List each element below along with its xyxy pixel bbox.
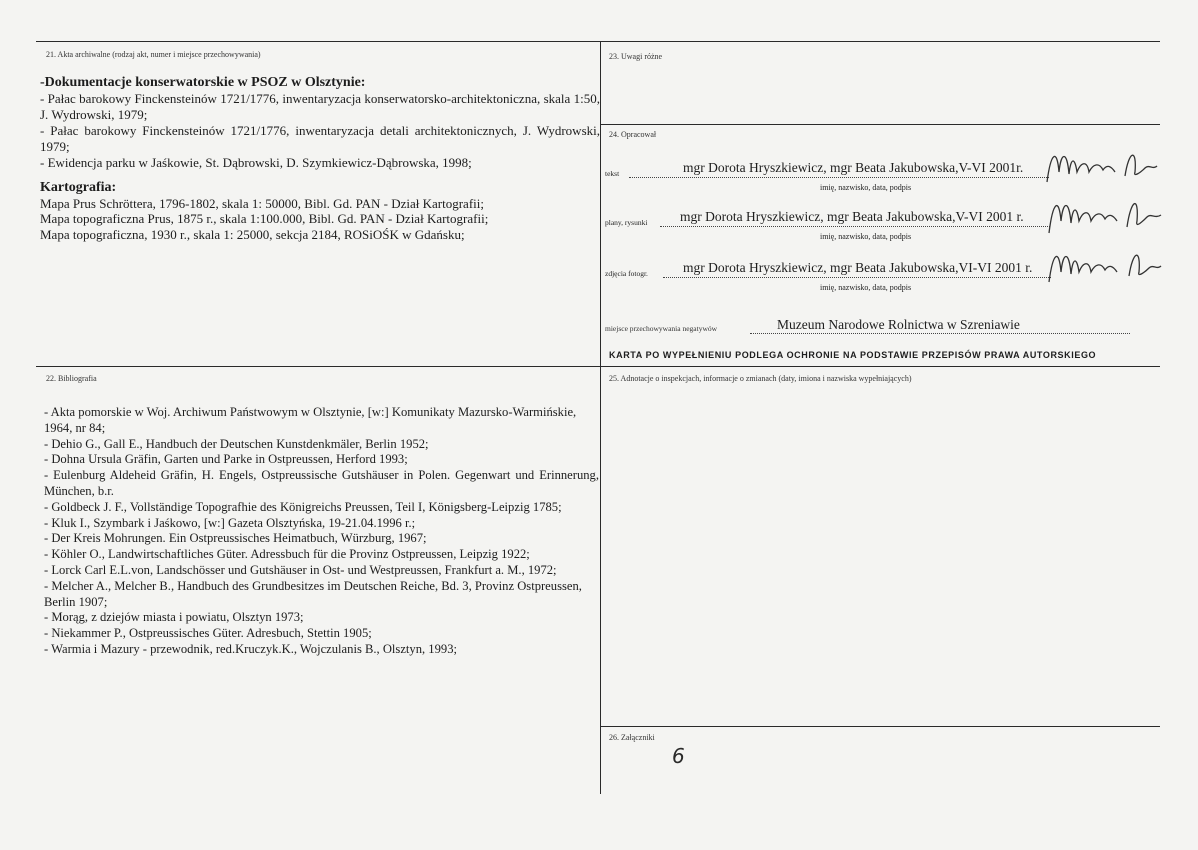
signature-image — [1045, 189, 1165, 241]
bibliography-item: - Lorck Carl E.L.von, Landschösser und Gutshäuser in Ost- und Westpreussen, Frankfurt a. M., 1972; — [44, 562, 557, 577]
archival-item: - Pałac barokowy Finckensteinów 1721/1776, inwentaryzacja detali architektonicznych, J. Wydrowski, 1979; — [40, 123, 600, 155]
middle-rule — [36, 366, 1160, 367]
negatives-prefix: miejsce przechowywania negatywów — [605, 324, 718, 333]
copyright-notice: KARTA PO WYPEŁNIENIU PODLEGA OCHRONIE NA PODSTAWIE PRZEPISÓW PRAWA AUTORSKIEGO — [609, 350, 1097, 360]
archival-item: - Ewidencja parku w Jaśkowie, St. Dąbrowski, D. Szymkiewicz-Dąbrowska, 1998; — [40, 154, 472, 170]
author-value: mgr Dorota Hryszkiewicz, mgr Beata Jakubowska,V-VI 2001r. — [683, 160, 1024, 175]
cartography-heading: Kartografia: — [40, 179, 117, 195]
bibliography-item: - Goldbeck J. F., Vollständige Topografhie des Königreichs Preussen, Teil I, Königsberg-Leipzig 1785; — [44, 499, 562, 514]
dotted-line — [660, 225, 1050, 227]
negatives-value: Muzeum Narodowe Rolnictwa w Szreniawie — [777, 317, 1020, 332]
author-row-photos — [605, 250, 1150, 300]
bibliography-item: - Dohna Ursula Gräfin, Garten und Parke in Ostpreussen, Herford 1993; — [44, 452, 408, 467]
author-value: mgr Dorota Hryszkiewicz, mgr Beata Jakubowska,V-VI 2001 r. — [680, 209, 1024, 224]
section-26-label: 26. Załączniki — [609, 733, 655, 742]
section-22-label: 22. Bibliografia — [46, 374, 97, 383]
section-24-label: 24. Opracował — [609, 130, 657, 139]
bibliography-item: - Eulenburg Aldeheid Gräfin, H. Engels, Ostpreussische Gutshäuser in Polen. Gegenwart und Erinnerung, München, b.r. — [44, 468, 599, 498]
negatives-dotted-line — [750, 333, 1130, 334]
rule-23-24 — [600, 124, 1160, 125]
archival-item: - Pałac barokowy Finckensteinów 1721/1776, inwentaryzacja konserwatorsko-architektoniczna, skala 1:50, J. Wydrowski, 1979; — [40, 90, 600, 122]
bibliography-item: - Melcher A., Melcher B., Handbuch des Grundbesitzes im Deutschen Reiche, Bd. 3, Provinz Ostpreussen, Berlin 1907; — [44, 578, 582, 609]
bibliography-item: - Morąg, z dziejów miasta i powiatu, Olsztyn 1973; — [44, 610, 304, 625]
section-21-content — [40, 75, 600, 243]
top-rule — [36, 41, 1160, 42]
row-prefix: plany, rysunki — [605, 218, 648, 227]
bibliography-item: - Akta pomorskie w Woj. Archiwum Państwowym w Olsztynie, [w:] Komunikaty Mazursko-Warmińskie, 1964, nr 84; — [44, 405, 577, 435]
rule-25-26 — [600, 726, 1160, 727]
cartography-item: Mapa topograficzna Prus, 1875 r., skala 1:100.000, Bibl. Gd. PAN - Dział Kartografii; — [40, 211, 489, 227]
row-caption: imię, nazwisko, data, podpis — [820, 232, 912, 241]
archival-heading: -Dokumentacje konserwatorskie w PSOZ w Olsztynie: — [40, 75, 366, 90]
author-value: mgr Dorota Hryszkiewicz, mgr Beata Jakubowska,VI-VI 2001 r. — [683, 260, 1033, 275]
column-divider — [600, 41, 601, 794]
dotted-line — [663, 276, 1051, 278]
section-23-label: 23. Uwagi różne — [609, 52, 663, 61]
section-21-label: 21. Akta archiwalne (rodzaj akt, numer i miejsce przechowywania) — [46, 50, 261, 59]
bibliography-item: - Warmia i Mazury - przewodnik, red.Kruczyk.K., Wojczulanis B., Olsztyn, 1993; — [44, 641, 457, 656]
dotted-line — [629, 176, 1049, 178]
bibliography-item: - Köhler O., Landwirtschaftliches Güter. Adressbuch für die Provinz Ostpreussen, Leipzig 1922; — [44, 547, 530, 562]
bibliography-item: - Dehio G., Gall E., Handbuch der Deutschen Kunstdenkmäler, Berlin 1952; — [44, 436, 429, 451]
section-25-label: 25. Adnotacje o inspekcjach, informacje o zmianach (daty, imiona i nazwiska wypełniających) — [609, 374, 912, 383]
row-prefix: zdjęcia fotogr. — [605, 269, 648, 278]
bibliography-list — [44, 405, 599, 658]
row-prefix: tekst — [605, 169, 620, 178]
cartography-item: Mapa topograficzna, 1930 r., skala 1: 25000, sekcja 2184, ROSiOŚK w Gdańsku; — [40, 227, 465, 243]
bibliography-item: - Der Kreis Mohrungen. Ein Ostpreussisches Heimatbuch, Würzburg, 1967; — [44, 531, 427, 546]
signature-image — [1045, 242, 1165, 290]
row-caption: imię, nazwisko, data, podpis — [820, 283, 912, 292]
bibliography-item: - Kluk I., Szymbark i Jaśkowo, [w:] Gazeta Olsztyńska, 19-21.04.1996 r.; — [44, 515, 416, 530]
bibliography-item: - Niekammer P., Ostpreussisches Güter. Adresbuch, Stettin 1905; — [44, 626, 372, 641]
cartography-item: Mapa Prus Schröttera, 1796-1802, skala 1: 50000, Bibl. Gd. PAN - Dział Kartografii; — [40, 195, 484, 211]
row-caption: imię, nazwisko, data, podpis — [820, 183, 912, 192]
attachments-count: 6 — [672, 744, 685, 768]
signature-image — [1041, 142, 1161, 190]
